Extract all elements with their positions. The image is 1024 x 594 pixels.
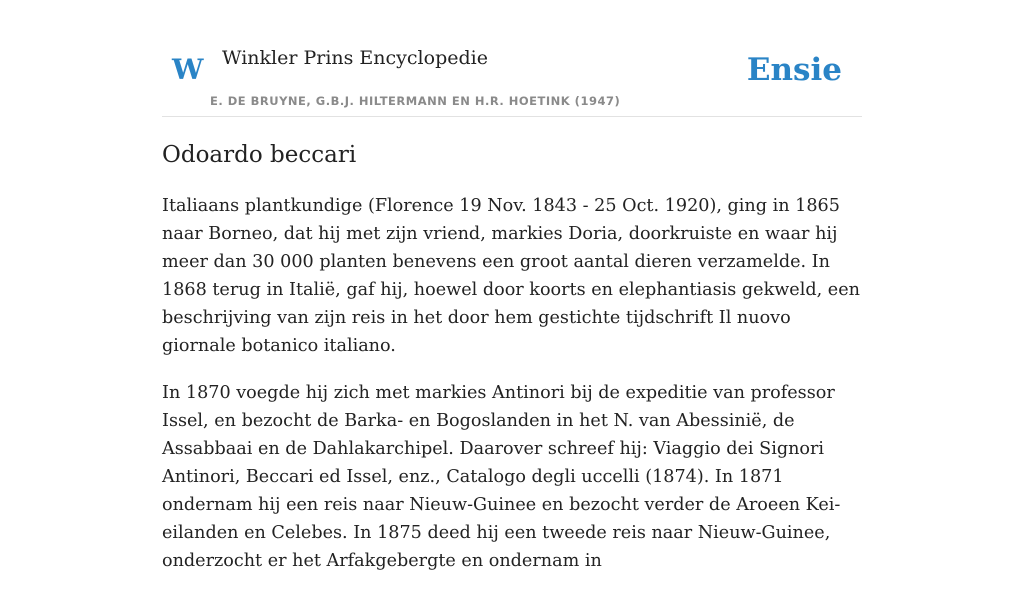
header: [162, 0, 862, 117]
page: [162, 0, 862, 571]
ensie-brand-logo[interactable]: Ensie: [746, 52, 842, 88]
article-paragraph: In 1870 voegde hij zich met markies Antinori bij de expeditie van professor Issel, en bezocht de Barka- en Bogoslanden in het N. van Abessinië, de Assabbaai en de Dahlakarchipel. Daarover schreef hij: Viaggio dei Signori Antinori, Beccari ed Issel, enz., Catalogo degli uccelli (1874). In 1871 ondernam hij een reis naar Nieuw-Guinee en bezocht verder de Aroeen Kei-eilanden en Celebes. In 1875 deed hij een tweede reis naar Nieuw-Guinee, onderzocht er het Arfakgebergte en ondernam in: [162, 383, 841, 571]
article-body: [162, 192, 862, 594]
article-title: Odoardo beccari: [162, 142, 357, 168]
article-paragraph: Italiaans plantkundige (Florence 19 Nov. 1843 - 25 Oct. 1920), ging in 1865 naar Borneo, dat hij met zijn vriend, markies Doria, doorkruiste en waar hij meer dan 30 000 planten benevens een groot aantal dieren verzamelde. In 1868 terug in Italië, gaf hij, hoewel door koorts en elephantiasis gekweld, een beschrijving van zijn reis in het door hem gestichte tijdschrift Il nuovo giornale botanico italiano.: [162, 196, 860, 356]
encyclopedia-title[interactable]: Winkler Prins Encyclopedie: [222, 47, 488, 69]
encyclopedia-authors: E. DE BRUYNE, G.B.J. HILTERMANN EN H.R. HOETINK (1947): [210, 94, 621, 108]
encyclopedia-logo-icon: W: [172, 53, 204, 86]
